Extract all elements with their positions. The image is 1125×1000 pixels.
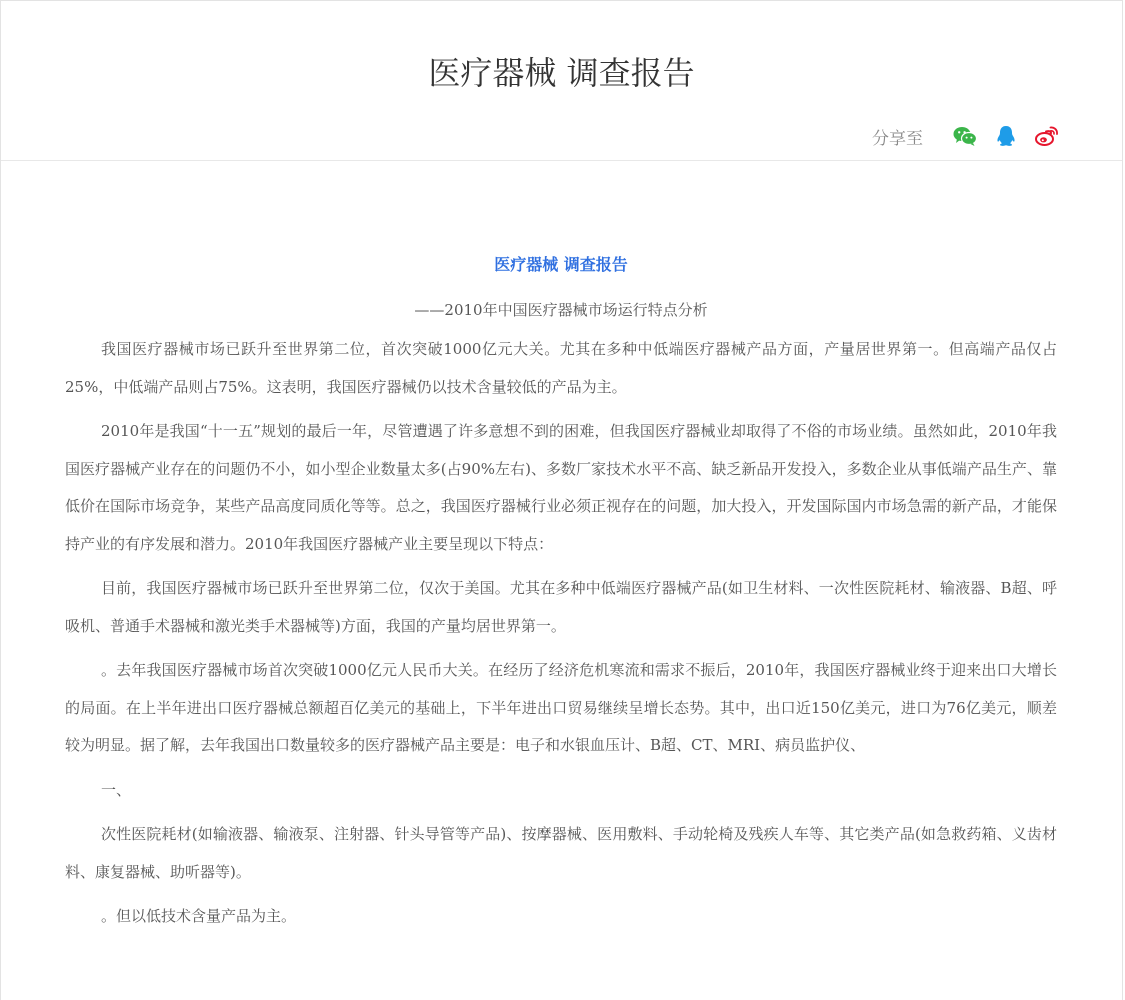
weibo-icon[interactable] (1034, 123, 1060, 149)
article-body (65, 241, 1057, 943)
page-title: 医疗器械 调查报告 (428, 54, 695, 92)
share-label: 分享至 (872, 128, 923, 149)
paragraph: 。但以低技术含量产品为主。 (101, 907, 297, 925)
paragraph: 。去年我国医疗器械市场首次突破1000亿元人民币大关。在经历了经济危机寒流和需求不振后，2010年，我国医疗器械业终于迎来出口大增长的局面。在上半年进出口医疗器械总额超百亿美元的基础上，下半年进出口贸易继续呈增长态势。其中，出口近150亿美元，进口为76亿美元，顺差较为明显。据了解，去年我国出口数量较多的医疗器械产品主要是：电子和水银血压计、B超、CT、MRI、病员监护仪、 (65, 661, 1057, 754)
paragraph: 一、 (101, 780, 132, 799)
article-title: 医疗器械 调查报告 (494, 255, 628, 274)
paragraph: 我国医疗器械市场已跃升至世界第二位，首次突破1000亿元大关。尤其在多种中低端医疗器械产品方面，产量居世界第一。但高端产品仅占25%，中低端产品则占75%。这表明，我国医疗器械仍以技术含量较低的产品为主。 (65, 340, 1057, 396)
page-header (1, 1, 1122, 161)
paragraph: 目前，我国医疗器械市场已跃升至世界第二位，仅次于美国。尤其在多种中低端医疗器械产品(如卫生材料、一次性医院耗材、输液器、B超、呼吸机、普通手术器械和激光类手术器械等)方面，我国的产量均居世界第一。 (65, 579, 1057, 635)
article-subtitle: ——2010年中国医疗器械市场运行特点分析 (414, 301, 708, 319)
qq-icon[interactable] (993, 123, 1019, 149)
paragraph: 次性医院耗材(如输液器、输液泵、注射器、针头导管等产品)、按摩器械、医用敷料、手动轮椅及残疾人车等、其它类产品(如急救药箱、义齿材料、康复器械、助听器等)。 (65, 825, 1057, 881)
share-bar (872, 122, 1060, 150)
paragraph: 2010年是我国“十一五”规划的最后一年，尽管遭遇了许多意想不到的困难，但我国医疗器械业却取得了不俗的市场业绩。虽然如此，2010年我国医疗器械产业存在的问题仍不小，如小型企业数量太多(占90%左右)、多数厂家技术水平不高、缺乏新品开发投入，多数企业从事低端产品生产、靠低价在国际市场竞争，某些产品高度同质化等等。总之，我国医疗器械行业必须正视存在的问题，加大投入，开发国际国内市场急需的新产品，才能保持产业的有序发展和潜力。2010年我国医疗器械产业主要呈现以下特点： (65, 422, 1057, 553)
wechat-icon[interactable] (952, 123, 978, 149)
